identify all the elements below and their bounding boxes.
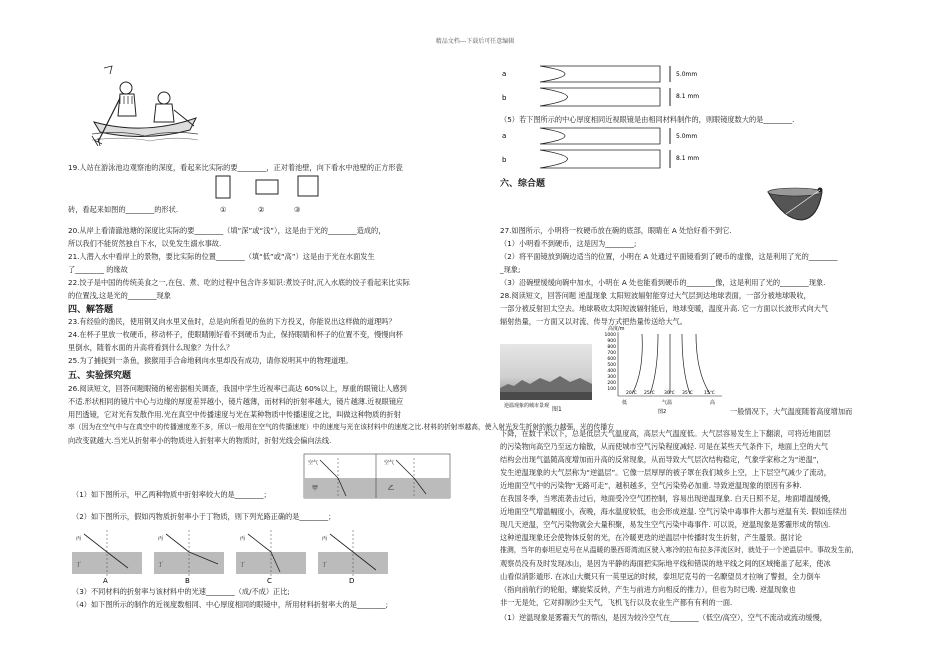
q23: 23.有经验的渔民，使用钢叉向水里叉鱼时，总是向所看见的鱼的下方投叉，你能说出这样做的道理吗？	[68, 317, 396, 326]
tick-700: 700	[607, 351, 616, 356]
air-label-2: 空气	[384, 460, 395, 466]
q26-sub2: （2）如下图所示，假如丙物质折射率小于丁物质，则下列光路正确的是________；	[72, 512, 336, 521]
option-b-ding: 丁	[158, 562, 164, 568]
q25: 25.为了捕捉到一条鱼，猴猴用手合命地刺向水里却没有成功，请你说明其中的物理道理。	[68, 356, 353, 365]
q28-body-10: 推测，当年的泰坦尼克号在从温暖的墨西哥湾流区驶入寒冷的拉布拉多洋流区时，就处于一个逆温层中。事故发生前，	[500, 546, 859, 554]
q19-line2: 砖，看起来如图的________的形状.	[68, 205, 179, 214]
section-6-heading: 六、综合题	[500, 179, 546, 189]
q21-line1: 21.人潜入水中看岸上的景物，要比实际的位置________（填“低”或“高”）这是由于光在水面发生	[68, 252, 375, 261]
lens-bottom-a-label: a	[502, 132, 507, 140]
fishing-boat-illustration	[90, 64, 200, 146]
q28-body-1: 下降，在数千米以下，总是低层大气温度高，高层大气温度低。大气层容易发生上下翻滚，可将近地面层	[500, 429, 831, 438]
tick-400: 400	[607, 369, 616, 374]
q28-body-5: 近地面空气中的污染物“无路可走”，越积越多，空气污染势必加重. 导致逆温现象的原因有多种.	[500, 481, 802, 490]
q28-body-13: （指向前航行的轮船，螺旋桨反转，产生与前进方向相反的推力），但也为时已晚. 逆温现象也	[500, 585, 796, 594]
option-a-panel	[72, 530, 142, 584]
fig2-label: 图2	[658, 409, 667, 414]
curve-35c: 35℃	[682, 391, 693, 396]
q28-body-7: 近地面空气增温幅度小，夜晚，海水温度较低，也会形成逆温. 空气污染中毒事件大都与逆温有关. 假如连续出	[500, 507, 847, 516]
q28-transition: 一般情况下，大气温度随着高度增加而	[730, 407, 853, 416]
fig2-ylabel: 高度/m	[608, 326, 625, 332]
tick-800: 800	[607, 345, 616, 350]
bowl-coin-illustration	[766, 184, 828, 222]
q27-sub2-line2: _现象;	[500, 265, 521, 274]
tick-200: 200	[607, 381, 616, 386]
section-5-heading: 五、实验探究题	[68, 371, 132, 381]
q28-body-12: 山看似消影遁形. 在冰山大概只有一英里远的时候，泰坦尼克号的一名瞭望员才拉响了警报，全力倒车	[500, 572, 821, 581]
fig2-xlabel: 气温	[662, 400, 673, 406]
tick-600: 600	[607, 357, 616, 362]
option-d-panel	[318, 530, 388, 584]
q27-sub1: （1）小明看不到硬币，这是因为________;	[500, 239, 637, 248]
option-d-bing: 丙	[322, 536, 328, 542]
q27-intro: 27.如图所示，小明将一枚硬币放在碗的底部，眼睛在 A 处恰好看不到它.	[500, 226, 732, 235]
section-4-heading: 四、解答题	[68, 305, 114, 315]
q28-intro-line1: 28.阅读短文，回答问题 逆温现象 太阳短波辐射能穿过大气层到达地球表面，一部分被地球吸收，	[500, 291, 811, 300]
lens-figure-bottom	[500, 124, 730, 170]
q20-line2: 所以我们不能贸然独自下水，以免发生溺水事故.	[68, 239, 222, 248]
altitude-temperature-figure	[598, 322, 728, 414]
tick-500: 500	[607, 363, 616, 368]
option-c-panel	[236, 530, 306, 584]
q26-line1: 26.阅读短文，回答问题眼镜的秘密据相关调查，我国中学生近视率已高达 60%以上，厚重的眼镜让人感到	[68, 384, 407, 393]
q28-body-9: 这种逆温现象还会使物体反射的光，在冷暖更迭的逆温层中传播时发生折射，产生蜃景。据讨论	[500, 533, 802, 542]
lens-bottom-a-dim: 5.0mm	[676, 133, 698, 140]
q28-sub1: （1）逆温现象是雾霾天气的帮凶，是因为较冷空气在________（低空/高空），空气不流动或流动缓慢，	[500, 613, 827, 622]
inversion-city-photo	[500, 344, 592, 408]
lens-top-a-label: a	[502, 70, 507, 78]
q19-option-2: ②	[258, 205, 265, 214]
q21-line2: 了________ 的缘故	[68, 265, 128, 274]
q19-option-1: ①	[220, 205, 227, 214]
curve-20c: 20℃	[626, 391, 637, 396]
curve-30c: 30℃	[664, 391, 675, 396]
refraction-figure-jia-yi	[302, 452, 452, 500]
q22-line1: 22.饺子是中国的传统美食之一,在包、煮、吃的过程中包含许多知识:煮饺子时,沉入水底的饺子看起来比实际	[68, 278, 410, 287]
lens-figure-top	[500, 62, 730, 108]
q27-sub3: （3）沿碗壁缓缓向碗中加水，小明在 A 处也能看到硬币的________像，这是利用了光的________现象.	[500, 278, 826, 287]
curve-25c: 25℃	[644, 391, 655, 396]
q19-line1: 19.人站在游泳池边观察池的深度，看起来比实际的要________，正对着池壁，向下看水中池壁的正方形瓷	[68, 163, 403, 172]
option-c-letter: C	[267, 577, 272, 584]
lens-top-b-dim: 8.1 mm	[676, 93, 700, 100]
q22-line2: 的位置浅,这是光的________现象	[68, 291, 171, 300]
q26-line4: 率（因为在空气中与在真空中的传播速度差不多，所以一般用在空气的传播速度）中的速度与光在该材料中的速度之比.材料的折射率越高，使入射光发生折射的能力越强，光的传播方	[68, 423, 614, 431]
q26-line5: 向改变就越大.当光从折射率小的物质进入折射率大的物质时，折射光线会偏向法线.	[68, 436, 332, 445]
option-b-panel	[154, 530, 224, 584]
jia-label: 甲	[312, 485, 319, 492]
lens-bottom-b-dim: 8.1 mm	[676, 155, 700, 162]
option-a-bing: 丙	[76, 536, 82, 542]
q26-sub4: （4）如下图所示的制作的近视度数相同、中心厚度相同的眼镜中，所用材料折射率大的是________;	[72, 600, 389, 609]
q28-intro-line2: 一部分被反射回太空去。地球吸收太阳短波辐射能后，地球变暖，温度升高. 它一方面以长波形式向大气	[500, 304, 829, 313]
q20-line1: 20.从岸上看清澈池塘的深度比实际的要________（填“深”或“浅”），这是由于光的________造成的，	[68, 226, 386, 235]
q28-intro-line3: 辐射热量，一方面又以对流、传导方式把热量传送给大气。	[500, 317, 687, 326]
q28-body-14: 非一无是处，它对抑制沙尘天气，飞机飞行以及农业生产都有有利的一面.	[500, 598, 733, 607]
refraction-options-abcd	[72, 524, 392, 584]
option-b-letter: B	[185, 577, 190, 584]
option-a-ding: 丁	[76, 562, 82, 568]
q27-sub2-line1: （2）将平面镜放到碗边适当的位置，小明在 A 处通过平面镜看到了硬币的虚像，这是利用了光的________	[500, 252, 838, 261]
q28-body-4: 发生逆温现象的大气层称为“逆温层”。它像一层厚厚的被子罩在我们城乡上空，上下层空气减少了流动，	[500, 468, 831, 477]
tick-900: 900	[607, 339, 616, 344]
q26-sub5: （5）若下图所示的中心厚度相同近视眼镜是由相同材料制作的，则眼镜度数大的是________.	[500, 115, 795, 124]
axis-low: 低	[622, 400, 628, 406]
option-d-letter: D	[349, 577, 355, 584]
q28-body-6: 在我国冬季，当寒流袭击过后，地面受冷空气团控制，容易出现逆温现象. 白天日照不足，地面增温缓慢，	[500, 494, 836, 503]
tick-1000: 1000	[604, 333, 616, 338]
q24-line1: 24.在杯子里放一枚硬币，移动杯子，使眼睛刚好看不到硬币为止，保持眼睛和杯子的位置不变，慢慢向杯	[68, 330, 403, 339]
q26-line3: 用凹透镜，它对光有发散作用.光在真空中传播速度与光在某种物质中传播速度之比，叫做这种物质的折射	[68, 410, 401, 419]
q28-body-8: 现几天逆温，空气污染物就会大量积聚，易发生空气污染中毒事件. 可以说，逆温现象是雾霾形成的帮凶.	[500, 520, 831, 529]
q28-body-11: 观察员没有及时发现冰山，是因为平静的海面把实际地平线和错误的地平线之间的区域掩盖了起来，使冰	[500, 559, 831, 568]
q26-sub1: （1）如下图所示，甲乙两种物质中折射率较大的是________；	[72, 490, 271, 499]
option-b-bing: 丙	[158, 536, 164, 542]
air-label-1: 空气	[308, 460, 319, 466]
axis-high: 高	[710, 400, 716, 406]
right-column	[488, 0, 890, 672]
option-c-ding: 丁	[240, 562, 246, 568]
fig1-label: 图1	[552, 406, 562, 413]
q28-body-3: 结构会出现气温随高度增加而升高的反常现象，从而导致大气层次结构稳定，气象学家称之为“逆温”，	[500, 455, 824, 464]
q19-tile-figures	[214, 174, 384, 202]
option-c-bing: 丙	[240, 536, 246, 542]
yi-label: 乙	[388, 485, 395, 492]
q28-body-2: 的污染物向高空乃至远方输散，从而使城市空气污染程度减轻. 可是在某些天气条件下，地面上空的大气	[500, 442, 829, 451]
q26-line2: 不适.形状相同的镜片中心与边缘的厚度差异越小，镜片越薄，而材料的折射率越大，镜片越薄.近视眼镜应	[68, 397, 404, 406]
q24-line2: 里倒水，随着水面的升高将看到什么现象？为什么？	[68, 343, 234, 352]
tick-300: 300	[607, 375, 616, 380]
photo-caption: 逆温现象的城市景观	[504, 403, 550, 408]
lens-top-a-dim: 5.0mm	[676, 71, 698, 78]
tick-100: 100	[607, 387, 616, 392]
lens-top-b-label: b	[502, 94, 507, 102]
page-header: 精品文档---下载后可任意编辑	[435, 38, 515, 45]
lens-bottom-b-label: b	[502, 156, 507, 164]
option-d-ding: 丁	[322, 562, 328, 568]
option-a-letter: A	[103, 577, 108, 584]
q26-sub3: （3）不同材料的折射率与该材料中的光速________（成/不成）正比;	[72, 587, 290, 596]
curve-15c: 15℃	[704, 391, 715, 396]
q19-option-3: ③	[294, 205, 301, 214]
